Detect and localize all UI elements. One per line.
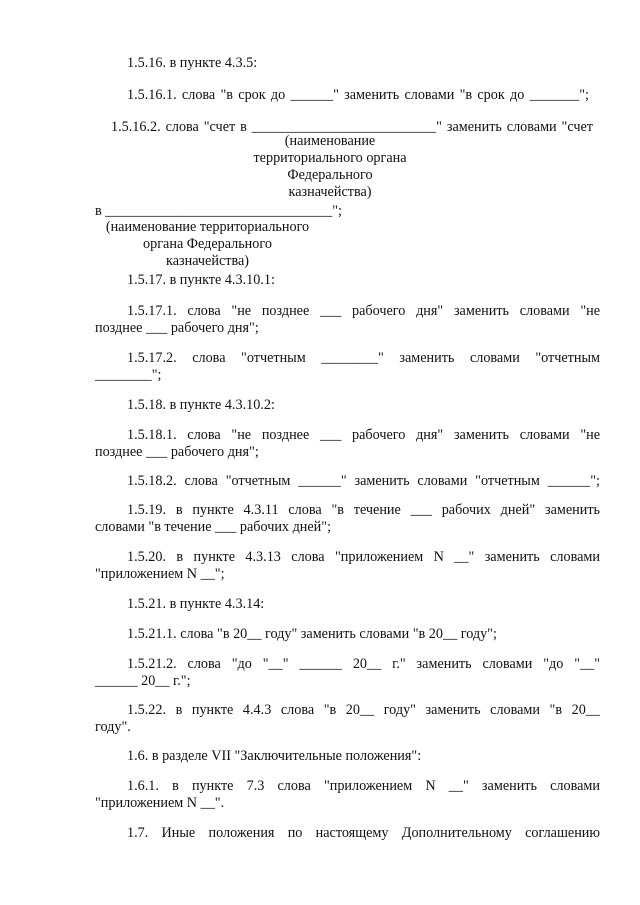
item-1-5-22-cont: году".	[95, 719, 131, 735]
item-1-5-20-cont: "приложением N __";	[95, 566, 225, 582]
item-1-5-19: 1.5.19. в пункте 4.3.11 слова "в течение ___ рабочих дней" заменить	[127, 502, 600, 518]
item-1-5-21-2-cont: ______ 20__ г.";	[95, 673, 191, 689]
item-1-5-18: 1.5.18. в пункте 4.3.10.2:	[127, 397, 275, 413]
footnote-naimenovanie: (наименование	[284, 133, 376, 149]
item-1-5-18-1-cont: позднее ___ рабочего дня";	[95, 444, 259, 460]
item-1-5-17-1: 1.5.17.1. слова "не позднее ___ рабочего дня" заменить словами "не	[127, 303, 600, 319]
item-1-5-18-2: 1.5.18.2. слова "отчетным ______" заменить словами "отчетным ______";	[127, 473, 600, 489]
item-1-5-16-1: 1.5.16.1. слова "в срок до ______" заменить словами "в срок до _______";	[127, 87, 589, 103]
item-1-5-17-1-cont: позднее ___ рабочего дня";	[95, 320, 259, 336]
item-1-5-18-1: 1.5.18.1. слова "не позднее ___ рабочего дня" заменить словами "не	[127, 427, 600, 443]
item-1-5-16: 1.5.16. в пункте 4.3.5:	[127, 55, 258, 71]
footnote2-organ: органа Федерального	[143, 236, 272, 252]
item-1-5-19-cont: словами "в течение ___ рабочих дней";	[95, 519, 332, 535]
footnote-treasury: казначейства)	[288, 184, 372, 200]
footnote-federal: Федерального	[287, 167, 373, 183]
item-1-5-17-2-cont: ________";	[95, 367, 162, 383]
item-1-7: 1.7. Иные положения по настоящему Дополнительному соглашению	[127, 825, 600, 841]
footnote2-naimenovanie: (наименование территориального	[105, 219, 310, 235]
footnote-territorial: территориального органа	[253, 150, 407, 166]
item-1-5-17-2: 1.5.17.2. слова "отчетным ________" заменить словами "отчетным	[127, 350, 600, 366]
account-in-line: в ________________________________";	[95, 203, 342, 219]
item-1-6-1: 1.6.1. в пункте 7.3 слова "приложением N __" заменить словами	[127, 778, 600, 794]
item-1-5-20: 1.5.20. в пункте 4.3.13 слова "приложением N __" заменить словами	[127, 549, 600, 565]
item-1-5-21-2: 1.5.21.2. слова "до "__" ______ 20__ г." заменить словами "до "__"	[127, 656, 600, 672]
item-1-6-1-cont: "приложением N __".	[95, 795, 225, 811]
item-1-5-21: 1.5.21. в пункте 4.3.14:	[127, 596, 265, 612]
item-1-5-21-1: 1.5.21.1. слова "в 20__ году" заменить словами "в 20__ году";	[127, 626, 497, 642]
item-1-6: 1.6. в разделе VII "Заключительные положения":	[127, 748, 422, 764]
item-1-5-17: 1.5.17. в пункте 4.3.10.1:	[127, 272, 275, 288]
item-1-5-16-2: 1.5.16.2. слова "счет в __________________________" заменить словами "счет	[111, 119, 593, 135]
footnote2-treasury: казначейства)	[166, 253, 249, 269]
item-1-5-22: 1.5.22. в пункте 4.4.3 слова "в 20__ году" заменить словами "в 20__	[127, 702, 600, 718]
